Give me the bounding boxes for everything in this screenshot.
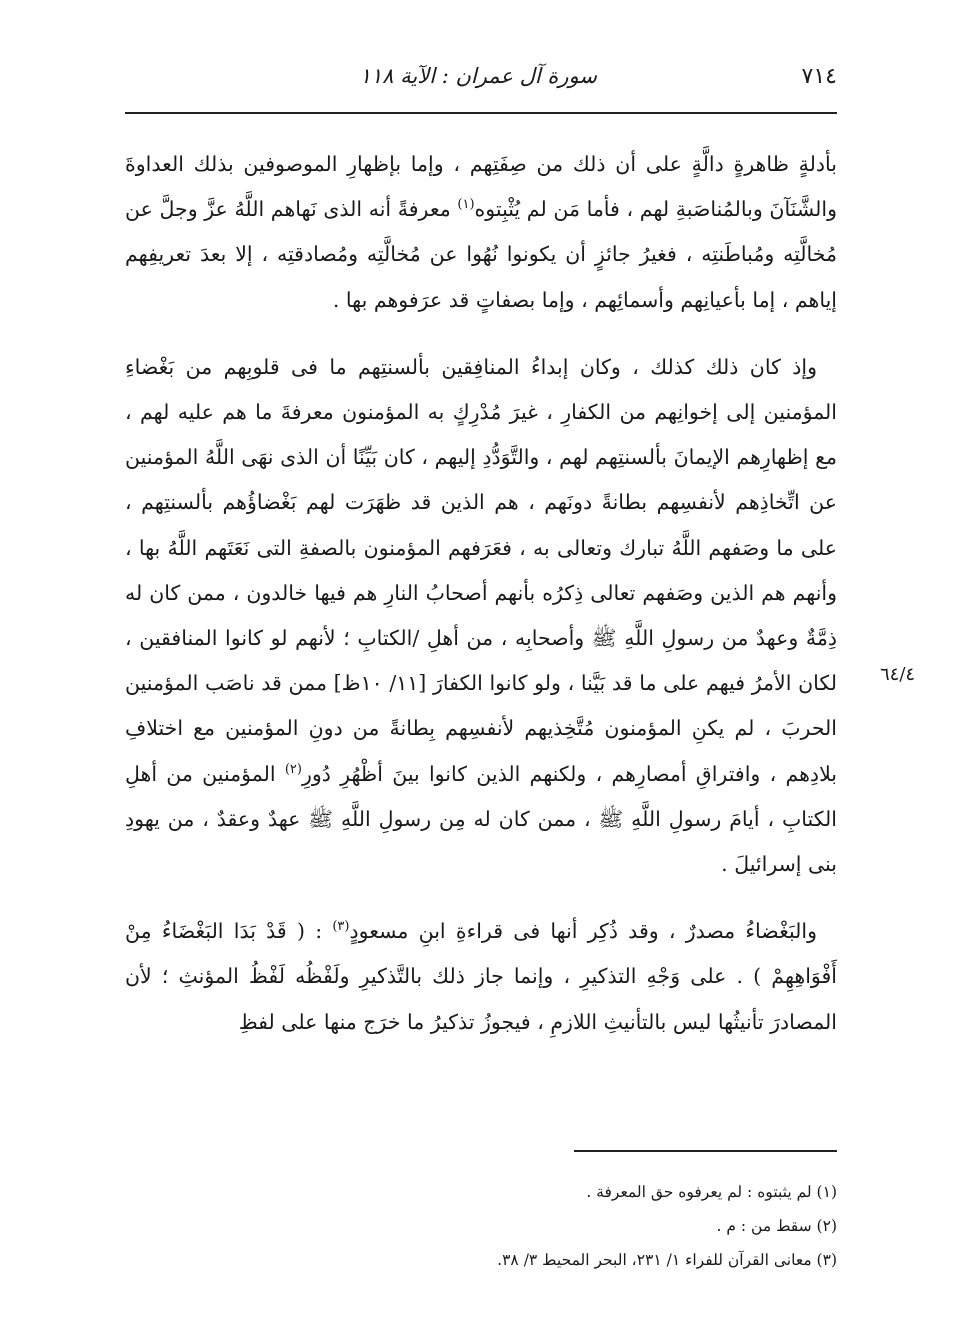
footnote-ref-2[interactable]: (٢) [284, 761, 302, 777]
main-text [125, 142, 837, 1067]
paragraph-3-text-after: : ( قَدْ بَدَا البَغْضَاءُ مِنْ أَفْوَاهِهِمْ ) . على وَجْهِ التذكيرِ ، وإنما جاز ذلك بالتَّذكيرِ ولَفْظُه لَفْظُ المؤنثِ ؛ لأن المصادرَ تأنيثُها ليس بالتأنيثِ اللازمِ ، فيجوزُ تذكيرُ ما خرَج منها على لفظِ [125, 919, 837, 1034]
paragraph-3 [125, 909, 837, 1045]
footnote-1: (١) لم يثبتوه : لم يعرفوه حق المعرفة . [586, 1183, 837, 1201]
paragraph-3-text-before: والبَغْضاءُ مصدرٌ ، وقد ذُكِر أنها فى قراءةِ ابنِ مسعودٍ [349, 919, 817, 944]
header-divider [125, 112, 837, 114]
running-title: سورة آل عمران : الآية ١١٨ [359, 64, 597, 88]
margin-page-reference: ٦٤/٤ [880, 664, 916, 685]
paragraph-1 [125, 142, 837, 323]
paragraph-1-text-before: بأدلةٍ ظاهرةٍ دالَّةٍ على أن ذلك من صِفَتِهم ، وإما بإظهارِ الموصوفين بذلك العداوةَ والشَّنَآنَ وبالمُناصَبةِ لهم ، فأما مَن لم يُثْبِتوه [125, 152, 838, 222]
paragraph-2 [125, 345, 837, 887]
paragraph-2-text-before: وإذ كان ذلك كذلك ، وكان إبداءُ المنافِقين بألسنتِهم ما فى قلوبِهم من بَغْضاءِ المؤمنين إلى إخوانِهم من الكفارِ ، غيرَ مُدْرِكٍ به المؤمنون معرفةَ ما هم عليه لهم ، مع إظهارِهم الإيمانَ بألسنتِهم لهم ، والتَّوَدُّدِ إليهم ، كان بَيِّنًا أن الذى نهَى اللَّهُ المؤمنين عن اتِّخاذِهم لأنفسِهم بطانةً دونَهم ، هم الذين قد ظهَرَت لهم بَغْضاؤُهم بألسنتِهم ، على ما وصَفهم اللَّهُ تبارك وتعالى به ، فعَرَفهم المؤمنون بالصفةِ التى نَعَتَهم اللَّهُ بها ، وأنهم هم الذين وصَفهم تعالى ذِكرُه بأنهم أصحابُ النارِ هم فيها خالدون ، ممن كان له ذِمَّةٌ وعهدٌ من رسولِ اللَّهِ ﷺ وأصحابِه ، من أهلِ /الكتابِ ؛ لأنهم لو كانوا المنافقين ، لكان الأمرُ فيهم على ما قد بَيَّنا ، ولو كانوا الكفارَ [١١/ ١٠ظ] ممن قد ناصَب المؤمنين الحربَ ، لم يكنِ المؤمنون مُتَّخِذيهم لأنفسِهم بِطانةً من دونِ المؤمنين مع اختلافِ بلادِهم ، وافتراقِ أمصارِهم ، ولكنهم الذين كانوا بينَ أظْهُرِ دُورِ [125, 354, 838, 786]
footnote-3: (٣) معانى القرآن للفراء ١/ ٢٣١، البحر المحيط ٣/ ٣٨. [497, 1251, 837, 1269]
page-header [125, 58, 837, 108]
paragraph-1-text-after: معرفةً أنه الذى نَهاهم اللَّهُ عزَّ وجلَّ عن مُخالَّتِه ومُباطَنتِه ، فغيرُ جائزٍ أن يكونوا نُهُوا عن مُخالَّتِه ومُصادقتِه ، إلا بعدَ تعريفِهم إياهم ، إما بأعيانِهم وأسمائِهم ، وإما بصفاتٍ قد عرَفوهم بها . [125, 197, 837, 312]
paragraph-2-text-after: المؤمنين من أهلِ الكتابِ ، أيامَ رسولِ اللَّهِ ﷺ ، ممن كان له مِن رسولِ اللَّهِ ﷺ عهدٌ وعقدٌ ، من يهودِ بنى إسرائيلَ . [125, 761, 837, 877]
footnote-ref-1[interactable]: (١) [457, 197, 475, 213]
footnote-ref-3[interactable]: (٣) [332, 919, 350, 935]
footnote-2: (٢) سقط من : م . [716, 1217, 837, 1235]
footnotes-section [125, 1175, 837, 1277]
page-number: ٧١٤ [801, 64, 837, 89]
footnote-divider [574, 1150, 837, 1152]
